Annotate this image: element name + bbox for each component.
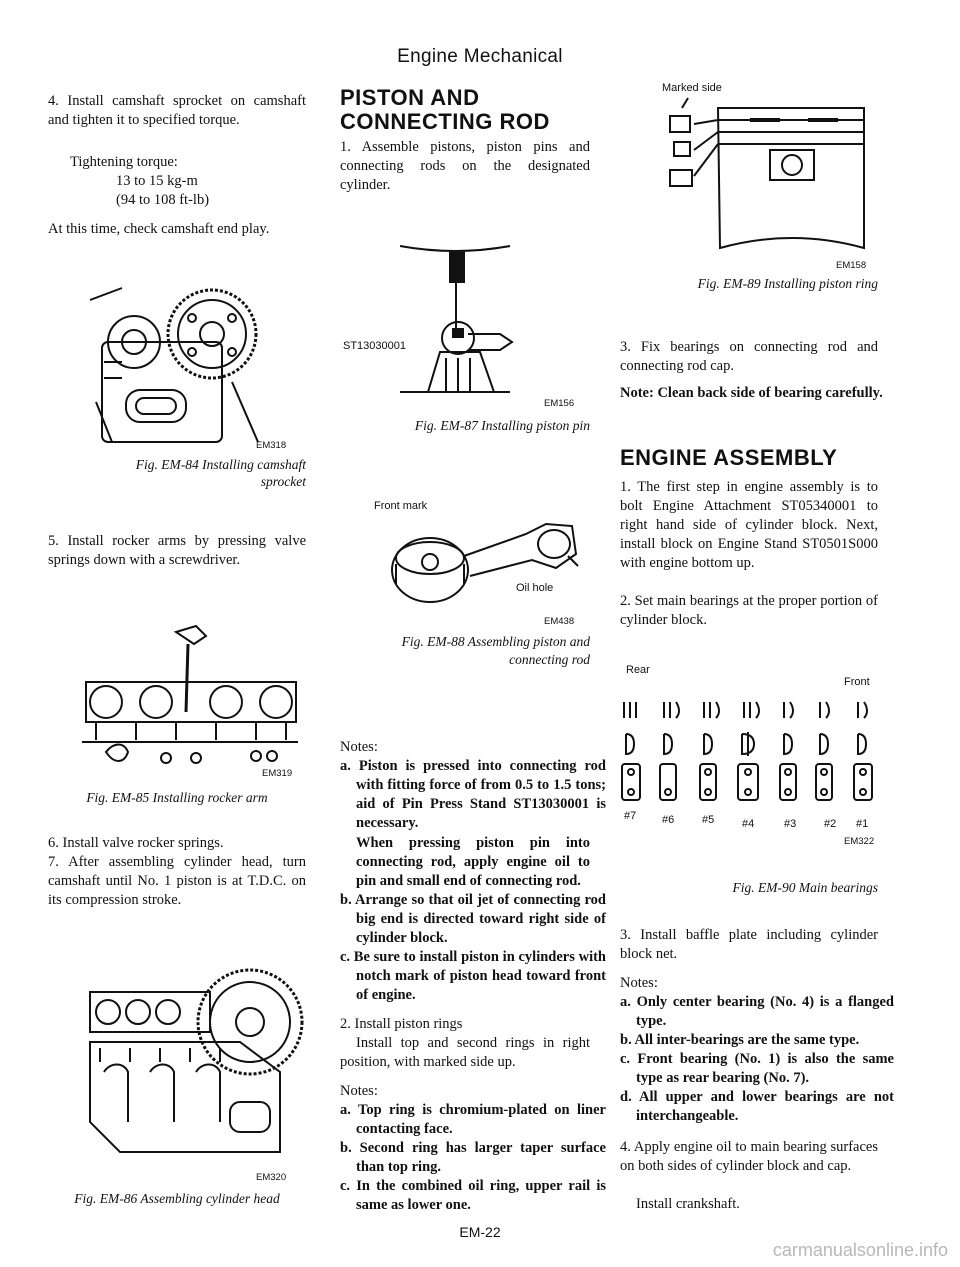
- section-title-engine-assembly: ENGINE ASSEMBLY: [620, 445, 838, 470]
- col2-note2-a: a. Top ring is chromium-plated on liner contacting face.: [340, 1102, 606, 1137]
- front-mark-label: Front mark: [374, 500, 428, 512]
- col1-step5: 5. Install rocker arms by pressing valve springs down with a screwdriver.: [48, 533, 306, 568]
- col2-step2-text: Install top and second rings in right position, with marked side up.: [340, 1035, 590, 1070]
- fig-em88-code: EM438: [544, 616, 575, 627]
- torque-kgm: 13 to 15 kg-m: [116, 173, 198, 189]
- fig-em88-caption-line1: Fig. EM-88 Assembling piston and: [401, 634, 590, 649]
- page-number: EM-22: [459, 1224, 501, 1240]
- col1-step4: 4. Install camshaft sprocket on camshaft and tighten it to specified torque.: [48, 93, 306, 128]
- col1-step7: 7. After assembling cylinder head, turn camshaft until No. 1 piston is at T.D.C. on its compression stroke.: [48, 854, 306, 908]
- col3-notes-label: Notes:: [620, 975, 658, 991]
- col3-step3b: 3. Install baffle plate including cylinder block net.: [620, 927, 878, 962]
- col3-step2: 2. Set main bearings at the proper portion of cylinder block.: [620, 593, 878, 628]
- col3-note-a: a. Only center bearing (No. 4) is a flanged type.: [620, 994, 894, 1029]
- bearing-number-5: #5: [702, 814, 715, 826]
- col2-note-a2: When pressing piston pin into connecting rod, apply engine oil to pin and small end of connecting rod.: [356, 835, 590, 889]
- col3-note-c: c. Front bearing (No. 1) is also the same type as rear bearing (No. 7).: [620, 1051, 894, 1086]
- torque-label: Tightening torque:: [70, 154, 178, 170]
- fig-em84-caption-line1: Fig. EM-84 Installing camshaft: [135, 457, 306, 472]
- fig-em90-caption: Fig. EM-90 Main bearings: [732, 880, 878, 895]
- col1-step6: 6. Install valve rocker springs.: [48, 835, 224, 851]
- fig-em89-caption: Fig. EM-89 Installing piston ring: [697, 276, 878, 291]
- col1-check: At this time, check camshaft end play.: [48, 221, 270, 237]
- fig-em84-caption-line2: sprocket: [260, 474, 306, 489]
- col3-note-b: b. All inter-bearings are the same type.: [620, 1032, 860, 1048]
- col2-notes-label: Notes:: [340, 739, 378, 755]
- page-header: Engine Mechanical: [397, 46, 563, 67]
- col3-step3: 3. Fix bearings on connecting rod and connecting rod cap.: [620, 339, 878, 374]
- fig-em88-piston-connecting-rod-illustration: [386, 504, 582, 614]
- col2-note2-b: b. Second ring has larger taper surface than top ring.: [340, 1140, 606, 1175]
- fig-em90-code: EM322: [844, 836, 875, 847]
- col2-notes2-label: Notes:: [340, 1083, 378, 1099]
- bearing-number-1: #1: [856, 818, 869, 830]
- tool-label: ST13030001: [343, 340, 406, 352]
- col2-note-c: c. Be sure to install piston in cylinders with notch mark of piston head toward front of engine.: [340, 949, 606, 1003]
- fig-em86-cylinder-head-illustration: [80, 952, 302, 1164]
- bearing-number-2: #2: [824, 818, 837, 830]
- section-title-piston-line1: PISTON AND: [340, 85, 480, 110]
- marked-side-label: Marked side: [662, 82, 722, 94]
- fig-em86-caption: Fig. EM-86 Assembling cylinder head: [74, 1191, 280, 1206]
- watermark: carmanualsonline.info: [772, 1240, 948, 1260]
- fig-em86-code: EM320: [256, 1172, 287, 1183]
- fig-em88-caption-line2: connecting rod: [509, 652, 590, 667]
- col2-step2: 2. Install piston rings: [340, 1016, 463, 1032]
- section-title-piston-line2: CONNECTING ROD: [340, 109, 550, 134]
- bearing-number-7: #7: [624, 810, 637, 822]
- col3-note-d: d. All upper and lower bearings are not interchangeable.: [620, 1089, 894, 1124]
- fig-em87-caption: Fig. EM-87 Installing piston pin: [414, 418, 590, 433]
- col2-note-a: a. Piston is pressed into connecting rod with fitting force of from 0.5 to 1.5 tons; aid of Pin Press Stand ST13030001 is necessary.: [340, 758, 606, 831]
- oil-hole-label: Oil hole: [516, 582, 554, 594]
- bearing-number-3: #3: [784, 818, 797, 830]
- col3-step4b: Install crankshaft.: [636, 1196, 740, 1212]
- col2-step1: 1. Assemble pistons, piston pins and connecting rods on the designated cylinder.: [340, 139, 590, 193]
- fig-em89-code: EM158: [836, 260, 867, 271]
- fig-em85-caption: Fig. EM-85 Installing rocker arm: [86, 790, 268, 805]
- front-label: Front: [844, 676, 870, 688]
- col3-note: Note: Clean back side of bearing carefully.: [620, 385, 883, 401]
- fig-em85-rocker-arm-illustration: [76, 622, 304, 772]
- col2-note-b: b. Arrange so that oil jet of connecting rod big end is directed toward right side of cylinder block.: [340, 892, 606, 946]
- fig-em90-main-bearings-illustration: [620, 700, 882, 804]
- fig-em84-code: EM318: [256, 440, 287, 451]
- fig-em87-piston-pin-illustration: [400, 242, 570, 402]
- bearing-number-6: #6: [662, 814, 675, 826]
- col2-note2-c: c. In the combined oil ring, upper rail is same as lower one.: [340, 1178, 606, 1213]
- fig-em89-piston-ring-illustration: [668, 98, 872, 258]
- bearing-number-4: #4: [742, 818, 755, 830]
- torque-ftlb: (94 to 108 ft-lb): [116, 192, 210, 208]
- fig-em84-camshaft-sprocket-illustration: [82, 282, 292, 454]
- fig-em85-code: EM319: [262, 768, 293, 779]
- rear-label: Rear: [626, 664, 650, 676]
- fig-em87-code: EM156: [544, 398, 575, 409]
- col3-step1: 1. The first step in engine assembly is to bolt Engine Attachment ST05340001 to right hand side of cylinder block. Next, install block on Engine Stand ST0501S000 with engine bottom up.: [620, 479, 878, 571]
- col3-step4: 4. Apply engine oil to main bearing surfaces on both sides of cylinder block and cap.: [620, 1139, 878, 1174]
